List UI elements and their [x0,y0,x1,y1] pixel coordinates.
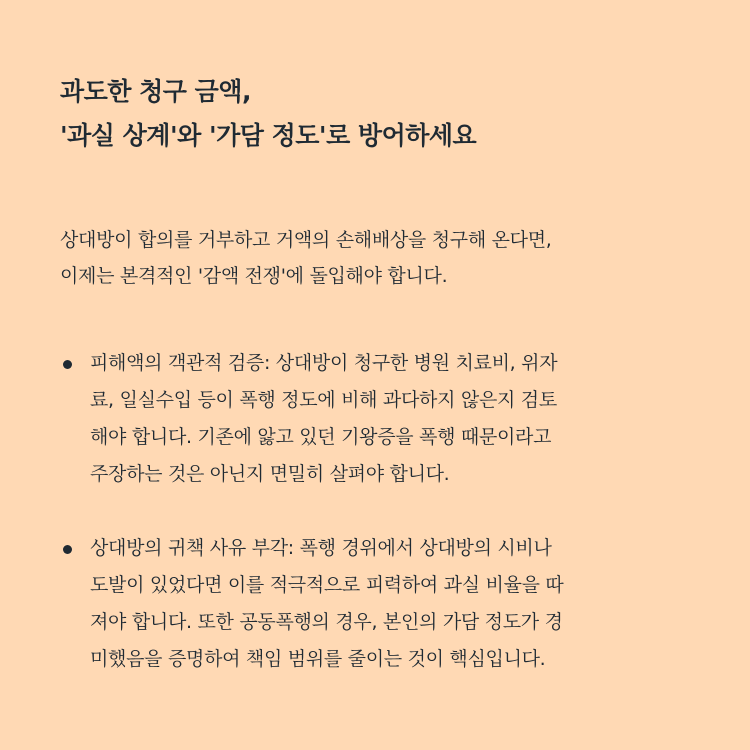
bullet-line: 료, 일실수입 등이 폭행 정도에 비해 과다하지 않은지 검토 [90,389,557,411]
title-line-1: 과도한 청구 금액, [60,77,251,106]
bullet-item-damage-verification [60,345,690,493]
bullet-line: 상대방의 귀책 사유 부각: 폭행 경위에서 상대방의 시비나 [90,537,552,559]
bullet-dot-icon [63,360,72,369]
bullet-line: 주장하는 것은 아닌지 면밀히 살펴야 합니다. [90,463,450,485]
title-line-2: '과실 상계'와 '가담 정도'로 방어하세요 [60,121,477,150]
bullet-line: 미했음을 증명하여 책임 범위를 줄이는 것이 핵심입니다. [90,648,546,670]
bullet-item-fault-emphasis [60,530,690,678]
bullet-line: 져야 합니다. 또한 공동폭행의 경우, 본인의 가담 정도가 경 [90,611,563,633]
intro-line-1: 상대방이 합의를 거부하고 거액의 손해배상을 청구해 온다면, [60,229,552,251]
bullet-line: 도발이 있었다면 이를 적극적으로 피력하여 과실 비율을 따 [90,574,564,596]
page-title [60,70,690,158]
bullet-dot-icon [63,545,72,554]
intro-line-2: 이제는 본격적인 '감액 전쟁'에 돌입해야 합니다. [60,265,448,287]
bullet-list [60,345,690,678]
intro-paragraph [60,222,690,294]
bullet-line: 해야 합니다. 기존에 앓고 있던 기왕증을 폭행 때문이라고 [90,426,552,448]
bullet-line: 피해액의 객관적 검증: 상대방이 청구한 병원 치료비, 위자 [90,352,558,374]
